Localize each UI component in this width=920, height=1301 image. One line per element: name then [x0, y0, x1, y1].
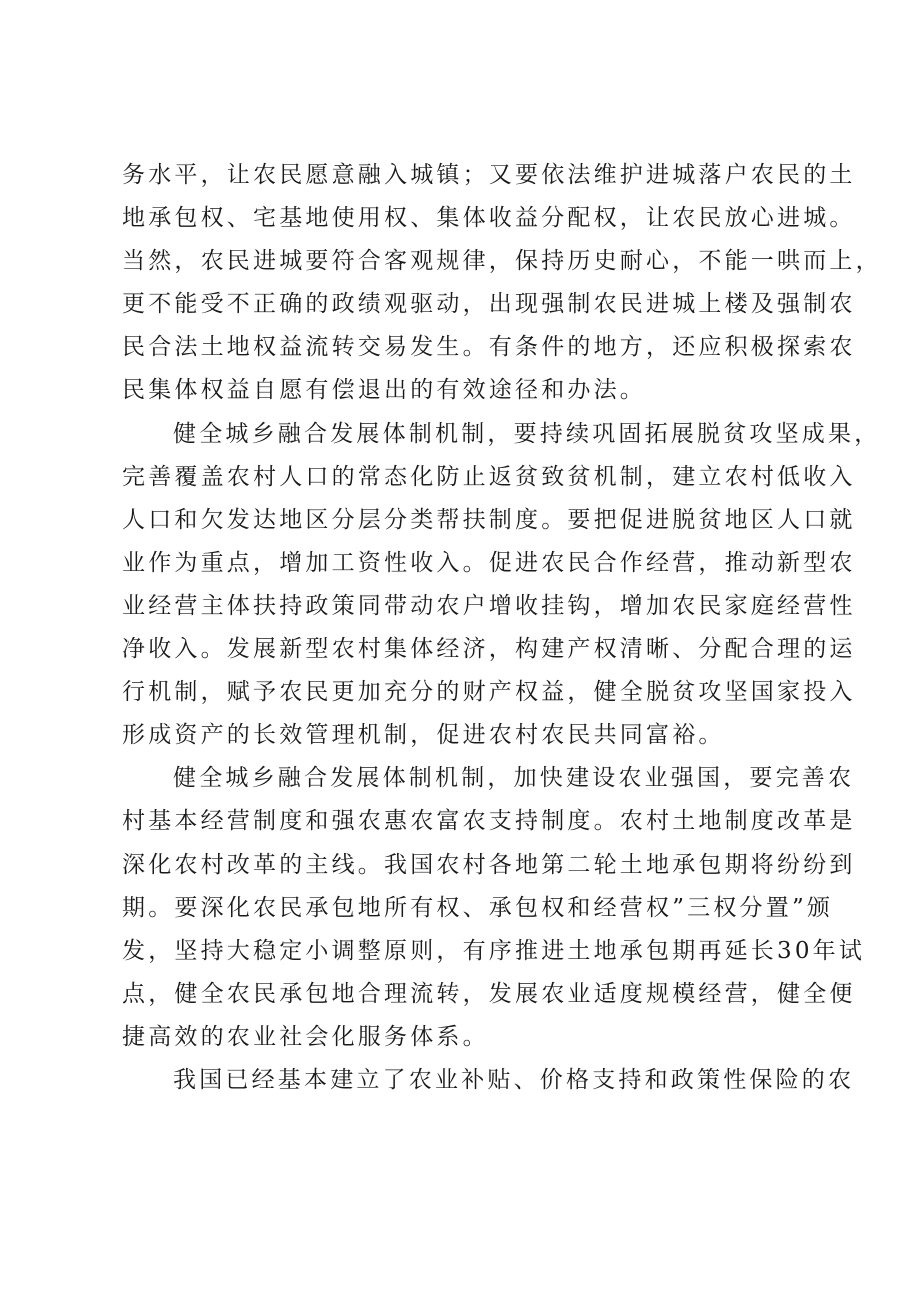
- text-line: 点，健全农民承包地合理流转，发展农业适度规模经营，健全便: [122, 980, 856, 1007]
- text-line: 民合法土地权益流转交易发生。有条件的地方，还应积极探索农: [122, 334, 856, 361]
- text-line: 期。要深化农民承包地所有权、承包权和经营权”三权分置”颁: [122, 894, 834, 921]
- body-text: [122, 154, 882, 1102]
- text-line: 村基本经营制度和强农惠农富农支持制度。农村土地制度改革是: [122, 808, 856, 835]
- text-line: 完善覆盖农村人口的常态化防止返贫致贫机制，建立农村低收入: [122, 463, 856, 490]
- text-line: 更不能受不正确的政绩观驱动，出现强制农民进城上楼及强制农: [122, 291, 856, 318]
- text-line: 发，坚持大稳定小调整原则，有序推进土地承包期再延长30年试: [122, 937, 866, 964]
- text-line: 地承包权、宅基地使用权、集体收益分配权，让农民放心进城。: [122, 205, 856, 232]
- text-line: 当然，农民进城要符合客观规律，保持历史耐心，不能一哄而上，: [122, 248, 882, 275]
- text-line: 健全城乡融合发展体制机制，要持续巩固拓展脱贫攻坚成果，: [173, 420, 881, 447]
- text-line: 人口和欠发达地区分层分类帮扶制度。要把促进脱贫地区人口就: [122, 506, 856, 533]
- text-line: 净收入。发展新型农村集体经济，构建产权清晰、分配合理的运: [122, 636, 856, 663]
- text-line: 行机制，赋予农民更加充分的财产权益，健全脱贫攻坚国家投入: [122, 679, 856, 706]
- text-line: 健全城乡融合发展体制机制，加快建设农业强国，要完善农: [173, 765, 855, 792]
- text-line: 我国已经基本建立了农业补贴、价格支持和政策性保险的农: [173, 1066, 855, 1093]
- text-line: 深化农村改革的主线。我国农村各地第二轮土地承包期将纷纷到: [122, 851, 856, 878]
- text-line: 民集体权益自愿有偿退出的有效途径和办法。: [122, 377, 646, 404]
- text-line: 业作为重点，增加工资性收入。促进农民合作经营，推动新型农: [122, 549, 856, 576]
- text-line: 务水平，让农民愿意融入城镇；又要依法维护进城落户农民的土: [122, 162, 856, 188]
- text-line: 业经营主体扶持政策同带动农户增收挂钩，增加农民家庭经营性: [122, 592, 856, 619]
- text-line: 捷高效的农业社会化服务体系。: [122, 1023, 489, 1050]
- text-line: 形成资产的长效管理机制，促进农村农民共同富裕。: [122, 722, 725, 749]
